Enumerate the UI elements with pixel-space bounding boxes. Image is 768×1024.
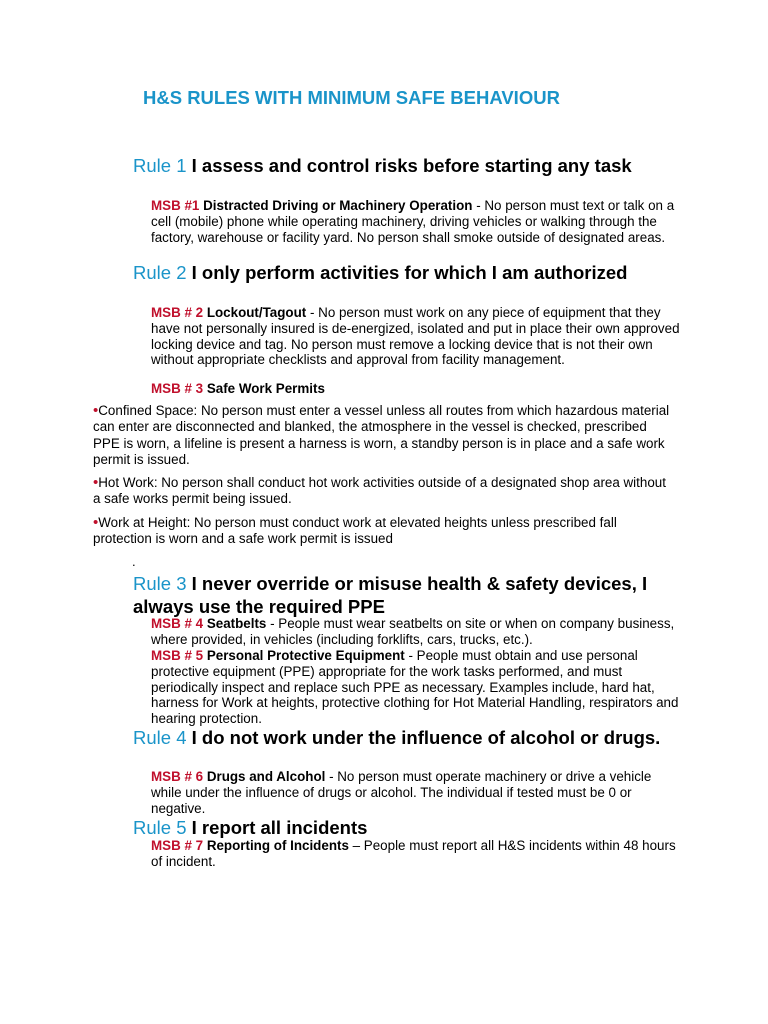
rule-4-heading — [133, 726, 693, 749]
msb-code: MSB # 6 — [151, 769, 204, 784]
msb-code: MSB # 5 — [151, 648, 204, 663]
msb-2 — [151, 305, 681, 368]
msb-6 — [151, 769, 681, 816]
msb-body: - People must obtain and use personal protective equipment (PPE) appropriate for the work tasks performed, and must periodically inspect and replace such PPE as necessary. Examples include, hard hat, harness for Work at heights, protective clothing for Hot Material Handling, respirators and hearing protection. — [151, 648, 679, 727]
msb-code: MSB # 7 — [151, 838, 204, 853]
msb-body: - People must wear seatbelts on site or when on company business, where provided, in vehicles (including forklifts, cars, trucks, etc.). — [151, 616, 675, 647]
rule-3-heading — [133, 572, 693, 618]
bullet-icon: • — [93, 474, 99, 491]
rule-number: Rule 4 — [133, 727, 187, 748]
bullet-text: Work at Height: No person must conduct work at elevated heights unless prescribed fall protection is worn and a safe work permit is issued — [93, 515, 617, 547]
rule-number: Rule 5 — [133, 817, 187, 838]
msb-1 — [151, 198, 681, 245]
msb-heading: Lockout/Tagout — [203, 305, 307, 320]
bullet-confined-space — [93, 403, 673, 469]
bullet-work-at-height — [93, 515, 673, 548]
rule-number: Rule 1 — [133, 155, 187, 176]
bullet-text: Hot Work: No person shall conduct hot work activities outside of a designated shop area without a safe works permit being issued. — [93, 475, 666, 507]
rule-1-heading — [133, 154, 693, 177]
bullet-hot-work — [93, 475, 673, 508]
msb-3 — [151, 381, 681, 397]
rule-number: Rule 3 — [133, 573, 187, 594]
bullet-icon: • — [93, 514, 99, 531]
rule-text: I only perform activities for which I am authorized — [186, 262, 628, 283]
msb-code: MSB # 2 — [151, 305, 204, 320]
msb-code: MSB # 3 — [151, 381, 204, 396]
msb-4 — [151, 616, 681, 648]
msb-7 — [151, 838, 681, 870]
rule-text: I never override or misuse health & safety devices, I always use the required PPE — [133, 573, 648, 617]
rule-text: I assess and control risks before starting any task — [186, 155, 632, 176]
page-title: H&S RULES WITH MINIMUM SAFE BEHAVIOUR — [143, 87, 560, 108]
bullet-text: Confined Space: No person must enter a vessel unless all routes from which hazardous material can enter are disconnected and blanked, the atmosphere in the vessel is checked, prescribed PPE is worn, a lifeline is present a harness is worn, a standby person is in place and a safe work permit is issued. — [93, 403, 670, 468]
msb-body: - No person must work on any piece of equipment that they have not personally insured is de-energized, isolated and put in place their own approved locking device and tag. No person must remove a locking device that is not their own without appropriate checklists and approval from facility management. — [151, 305, 680, 368]
rule-5-heading — [133, 816, 693, 839]
rule-text: I report all incidents — [186, 817, 368, 838]
msb-code: MSB #1 — [151, 198, 200, 213]
bullet-icon: • — [93, 402, 99, 419]
msb-heading: Drugs and Alcohol — [203, 769, 326, 784]
msb-heading: Reporting of Incidents — [203, 838, 349, 853]
msb-heading: Personal Protective Equipment — [203, 648, 405, 663]
msb-heading: Safe Work Permits — [203, 381, 325, 396]
msb-body: – People must report all H&S incidents within 48 hours of incident. — [151, 838, 676, 869]
rule-number: Rule 2 — [133, 262, 187, 283]
msb-5 — [151, 648, 681, 727]
msb-body: - No person must text or talk on a cell (mobile) phone while operating machinery, driving vehicles or walking through the factory, warehouse or facility yard. No person shall smoke outside of designated areas. — [151, 198, 675, 245]
msb-heading: Seatbelts — [203, 616, 267, 631]
rule-text: I do not work under the influence of alcohol or drugs. — [186, 727, 661, 748]
msb-heading: Distracted Driving or Machinery Operation — [199, 198, 473, 213]
msb-code: MSB # 4 — [151, 616, 204, 631]
rule-2-heading — [133, 261, 693, 284]
msb-body: - No person must operate machinery or drive a vehicle while under the influence of drugs or alcohol. The individual if tested must be 0 or negative. — [151, 769, 652, 816]
trailing-period: . — [132, 554, 136, 569]
